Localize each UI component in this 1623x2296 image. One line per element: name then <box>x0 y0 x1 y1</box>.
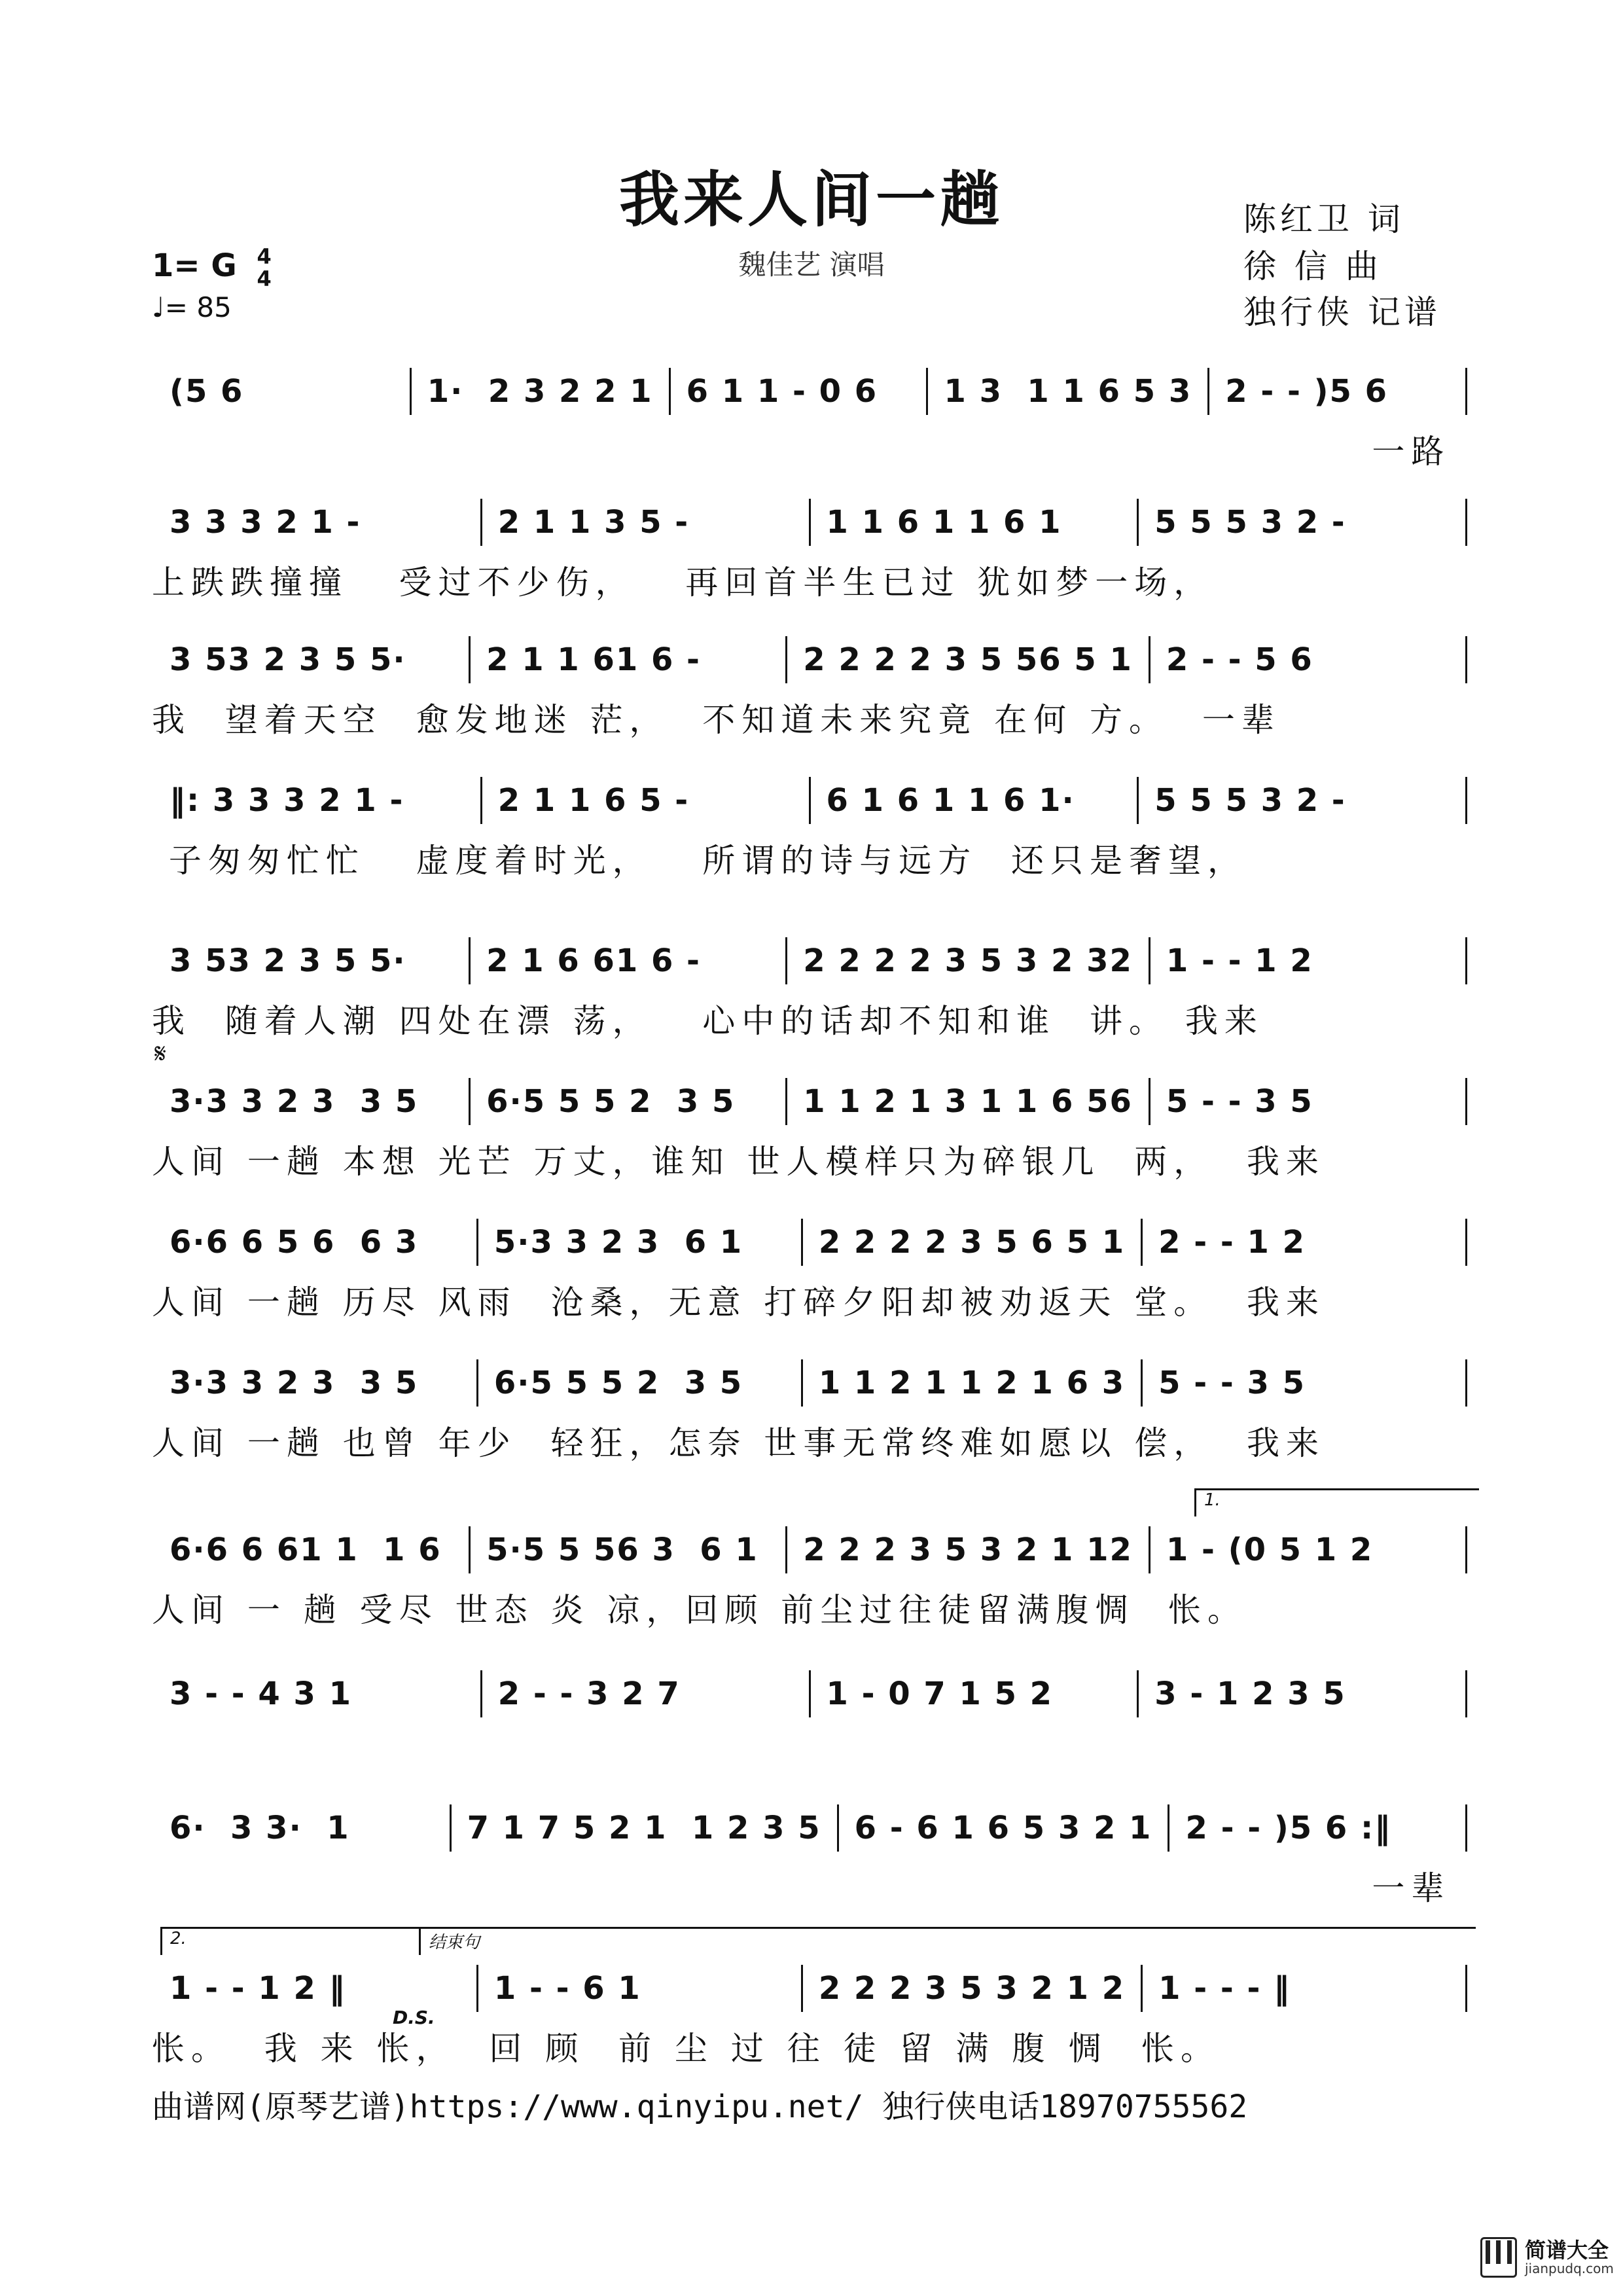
barline <box>785 636 787 683</box>
measure: 3·3 3 2 3 3 5 <box>169 1365 419 1401</box>
measure: 2 1 1 6 5 - <box>497 782 690 819</box>
logo-name: 简谱大全 <box>1525 2238 1609 2263</box>
piano-icon <box>1480 2237 1517 2278</box>
lyrics-line: 人间 一 趟 受尽 世态 炎 凉，回顾 前尘过往徒留满腹惆 怅。 <box>152 1591 1247 1629</box>
measure: 3 53 2 3 5 5· <box>169 641 406 678</box>
lyrics-line: 怅。 我 来 怅， 回 顾 前 尘 过 往 徒 留 满 腹 惆 怅。 <box>152 2030 1220 2068</box>
measure: 1 - 0 7 1 5 2 <box>826 1676 1054 1712</box>
notation-row <box>152 1964 1467 2013</box>
tempo-marking: ♩= 85 <box>152 291 232 323</box>
barline <box>1465 1526 1467 1573</box>
barline <box>476 1219 478 1266</box>
dal-segno-marking: D.S. <box>393 2007 435 2028</box>
key-signature <box>152 245 272 290</box>
measure: 1 1 6 1 1 6 1 <box>826 504 1062 541</box>
measure: 3 - - 4 3 1 <box>169 1676 352 1712</box>
measure: 1 1 2 1 1 2 1 6 3 <box>818 1365 1126 1401</box>
notation-row <box>152 1669 1467 1719</box>
measure: 3·3 3 2 3 3 5 <box>169 1083 419 1120</box>
barline <box>1137 499 1139 546</box>
time-bottom: 4 <box>257 266 272 291</box>
measure: 6 1 1 - 0 6 <box>686 373 878 410</box>
measure: 1 - (0 5 1 2 <box>1166 1532 1374 1568</box>
measure: 2 - - 1 2 <box>1158 1224 1306 1261</box>
barline <box>785 937 787 984</box>
barline <box>480 499 482 546</box>
barline <box>1137 777 1139 824</box>
measure: 6·6 6 61 1 1 6 <box>169 1532 442 1568</box>
barline <box>1465 1965 1467 2012</box>
barline <box>669 368 671 415</box>
measure: 1· 2 3 2 2 1 <box>427 373 653 410</box>
time-top: 4 <box>257 244 272 269</box>
barline <box>809 777 811 824</box>
barline <box>469 1078 471 1125</box>
barline <box>1149 937 1150 984</box>
barline <box>450 1804 452 1852</box>
measure: 1 - - 1 2 ‖ <box>169 1970 346 2007</box>
barline <box>1465 1804 1467 1852</box>
measure: 6 1 6 1 1 6 1· <box>826 782 1075 819</box>
measure: 2 2 2 2 3 5 6 5 1 <box>818 1224 1126 1261</box>
measure: 1 3 1 1 6 5 3 <box>944 373 1192 410</box>
measure: 2 - - )5 6 <box>1225 373 1389 410</box>
measure: 1 - - - ‖ <box>1158 1970 1291 2007</box>
volta-bracket: 2. <box>160 1927 419 1955</box>
measure: (5 6 <box>169 373 244 410</box>
barline <box>1465 1078 1467 1125</box>
measure: 5·3 3 2 3 6 1 <box>493 1224 743 1261</box>
barline <box>1168 1804 1169 1852</box>
footer-source: 曲谱网(原琴艺谱)https://www.qinyipu.net/ 独行侠电话18970755562 <box>152 2089 1248 2125</box>
barline <box>1465 777 1467 824</box>
measure: 2 1 6 61 6 - <box>486 942 701 979</box>
measure: 5 5 5 3 2 - <box>1154 782 1346 819</box>
singer: 魏佳艺 演唱 <box>738 249 885 281</box>
barline <box>1141 1219 1143 1266</box>
measure: 2 2 2 3 5 3 2 1 2 <box>818 1970 1126 2007</box>
barline <box>410 368 412 415</box>
notation-row <box>152 497 1467 547</box>
lyrics-line: 我 随着人潮 四处在漂 荡， 心中的话却不知和谁 讲。 我来 <box>152 1002 1264 1040</box>
measure: 1 - - 1 2 <box>1166 942 1313 979</box>
barline <box>1149 1526 1150 1573</box>
segno-sign: 𝄋 <box>154 1037 167 1069</box>
measure: 2 2 2 2 3 5 3 2 32 <box>803 942 1133 979</box>
barline <box>1141 1359 1143 1407</box>
lyrics-line: 我 望着天空 愈发地迷 茫， 不知道未来究竟 在何 方。 一辈 <box>152 701 1281 739</box>
composer: 徐 信 曲 <box>1243 247 1382 285</box>
notation-row <box>152 1525 1467 1575</box>
barline <box>1465 499 1467 546</box>
measure: 6 - 6 1 6 5 3 2 1 <box>854 1810 1152 1846</box>
measure: 6·6 6 5 6 6 3 <box>169 1224 419 1261</box>
logo-url: jianpudq.com <box>1525 2261 1614 2276</box>
measure: 6· 3 3· 1 <box>169 1810 350 1846</box>
site-logo <box>1480 2237 1614 2278</box>
barline <box>480 777 482 824</box>
measure: 6·5 5 5 2 3 5 <box>493 1365 743 1401</box>
lyrics-line: 一辈 <box>152 1869 1451 1907</box>
lyrics-line: 子匆匆忙忙 虚度着时光， 所谓的诗与远方 还只是奢望， <box>152 842 1247 880</box>
measure: 5 5 5 3 2 - <box>1154 504 1346 541</box>
key-label: 1= G <box>152 247 237 284</box>
measure: 5 - - 3 5 <box>1166 1083 1313 1120</box>
barline <box>476 1965 478 2012</box>
measure: 5·5 5 56 3 6 1 <box>486 1532 758 1568</box>
notation-row <box>152 1803 1467 1853</box>
volta-bracket: 1. <box>1194 1488 1479 1516</box>
lyrics-line: 人间 一趟 历尽 风雨 沧桑，无意 打碎夕阳却被劝返天 堂。 我来 <box>152 1283 1326 1321</box>
barline <box>801 1359 803 1407</box>
barline <box>1465 1670 1467 1717</box>
measure: 3 - 1 2 3 5 <box>1154 1676 1346 1712</box>
measure: 2 2 2 3 5 3 2 1 12 <box>803 1532 1133 1568</box>
measure: 1 - - 6 1 <box>493 1970 641 2007</box>
barline <box>1465 636 1467 683</box>
notation-row <box>152 635 1467 685</box>
barline <box>785 1526 787 1573</box>
barline <box>469 937 471 984</box>
barline <box>809 1670 811 1717</box>
barline <box>809 499 811 546</box>
measure: 2 1 1 61 6 - <box>486 641 701 678</box>
barline <box>837 1804 839 1852</box>
measure: 7 1 7 5 2 1 1 2 3 5 <box>467 1810 821 1846</box>
lyricist: 陈红卫 词 <box>1243 200 1404 238</box>
notation-row <box>152 367 1467 416</box>
measure: 2 - - 5 6 <box>1166 641 1313 678</box>
lyrics-line: 一路 <box>152 433 1451 471</box>
barline <box>1465 1219 1467 1266</box>
barline <box>476 1359 478 1407</box>
barline <box>480 1670 482 1717</box>
barline <box>469 636 471 683</box>
measure: 2 2 2 2 3 5 56 5 1 <box>803 641 1133 678</box>
measure: 3 3 3 2 1 - <box>169 504 361 541</box>
song-title: 我来人间一趟 <box>618 164 1004 235</box>
barline <box>1465 368 1467 415</box>
barline <box>1141 1965 1143 2012</box>
barline <box>801 1965 803 2012</box>
notation-row <box>152 1217 1467 1267</box>
transcriber: 独行侠 记谱 <box>1243 293 1441 331</box>
measure: 5 - - 3 5 <box>1158 1365 1306 1401</box>
measure: 2 - - 3 2 7 <box>497 1676 681 1712</box>
lyrics-line: 人间 一趟 也曾 年少 轻狂，怎奈 世事无常终难如愿以 偿， 我来 <box>152 1424 1326 1462</box>
barline <box>785 1078 787 1125</box>
measure: 2 1 1 3 5 - <box>497 504 690 541</box>
barline <box>1465 1359 1467 1407</box>
lyrics-line: 人间 一趟 本想 光芒 万丈，谁知 世人模样只为碎银几 两， 我来 <box>152 1143 1326 1181</box>
notation-row <box>152 936 1467 986</box>
barline <box>926 368 928 415</box>
measure: 1 1 2 1 3 1 1 6 56 <box>803 1083 1133 1120</box>
measure: 6·5 5 5 2 3 5 <box>486 1083 736 1120</box>
barline <box>801 1219 803 1266</box>
barline <box>1137 1670 1139 1717</box>
notation-row <box>152 776 1467 825</box>
coda-bracket: 结束句 <box>419 1927 1476 1955</box>
barline <box>1149 636 1150 683</box>
barline <box>469 1526 471 1573</box>
measure: 3 53 2 3 5 5· <box>169 942 406 979</box>
measure: 2 - - )5 6 :‖ <box>1185 1810 1392 1846</box>
notation-row <box>152 1077 1467 1126</box>
time-signature <box>257 245 271 290</box>
barline <box>1465 937 1467 984</box>
barline <box>1207 368 1209 415</box>
barline <box>1149 1078 1150 1125</box>
measure: ‖: 3 3 3 2 1 - <box>169 782 404 819</box>
lyrics-line: 上跌跌撞撞 受过不少伤， 再回首半生已过 犹如梦一场， <box>152 564 1213 601</box>
notation-row <box>152 1358 1467 1408</box>
